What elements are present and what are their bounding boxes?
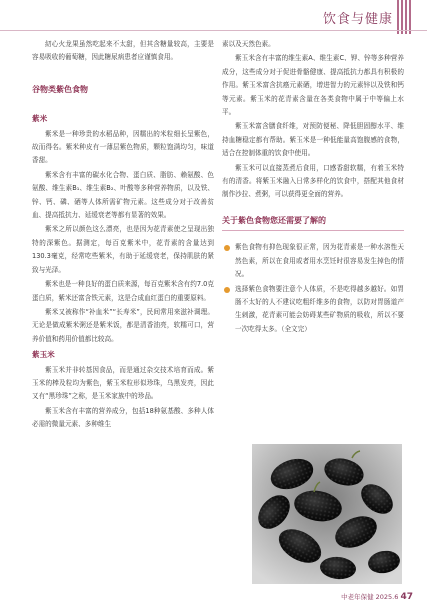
page-footer	[341, 592, 413, 602]
zimi-paragraph-4: 紫米也是一种良好的蛋白质来源，每百克紫米含有约7.0克蛋白质，紫米还富含铁元素，这是合成血红蛋白的重要原料。	[32, 280, 214, 302]
issue-date: 2025.6	[375, 593, 399, 601]
section-heading-grains: 谷物类紫色食物	[32, 84, 88, 94]
section-header-title: 饮食与健康	[322, 12, 393, 27]
header-divider	[0, 30, 427, 31]
mulberries-image	[252, 444, 402, 584]
tip-bullet-1-text: 紫色食物有抑色现象很正常，因为花青素是一种水溶性天然色素，所以在食用或者用水烹饪时很容易发生掉色的情况。	[235, 243, 404, 279]
zimi-paragraph-1: 紫米是一种珍贵的水稻品种，因糯出的米粒细长呈紫色，故而得名。紫米种皮有一薄层紫色物质，颗粒饱满均匀，味道香甜。	[32, 129, 214, 165]
right-paragraph-3: 紫玉米可以直接蒸煮后食用，口感香甜软糯，有着玉米特有的清香。将紫玉米融入日常多样化的饮食中，搭配其他食材制作沙拉、煮粥，可以获得更全面的营养。	[222, 163, 404, 199]
ziyumi-paragraph-1: 紫玉米并非转基因食品，而是通过杂交技术培育而成。紫玉米的棒及粒均为紫色，紫玉米粒形似珍珠，乌黑发亮，因此又有“黑珍珠”之称，是玉米家族中的珍品。	[32, 365, 214, 401]
page-number: 47	[400, 592, 413, 602]
header-stripes	[397, 0, 413, 34]
right-column	[222, 38, 404, 337]
subheading-ziyumi: 紫玉米	[32, 350, 55, 360]
left-column	[32, 38, 214, 433]
ziyumi-paragraph-2: 紫玉米含有丰富的营养成分，包括18种氨基酸、多种人体必需的微量元素、多种维生	[32, 406, 214, 429]
zimi-paragraph-5: 紫米又被称作“补血米”“长寿米”，民间常用来滋补调理。无论是做成紫米粥还是紫米饭，都是清香油亮，软糯可口，营养价值和药用价值都比较高。	[32, 307, 214, 343]
tip-bullet-2	[222, 283, 404, 337]
tip-bullet-2-text: 选择紫色食物要注意个人体质，不是吃得越多越好。如胃肠不太好的人不建议吃粗纤维多的食物，以防对胃肠道产生刺激，花青素可能会妨碍某些矿物质的吸收，所以不要一次吃得太多。	[235, 284, 404, 333]
tip-bullet-1	[222, 241, 404, 281]
zimi-paragraph-2: 紫米含有丰富的碳水化合物、蛋白质、脂肪、赖氨酸、色氨酸、维生素B₁、维生素B₂、叶酸等多种营养物质，以及铁、锌、钙、磷、硒等人体所需矿物元素。这些成分对于改善贫血、提高抵抗力、延缓衰老等都有显著的效果。	[32, 170, 214, 220]
section-heading-tips: 关于紫色食物您还需要了解的	[222, 214, 404, 231]
bullet-dot-icon	[224, 287, 230, 293]
zimi-paragraph-3: 紫米之所以颜色这么漂亮，也是因为花青素使之呈现出独特的深紫色。据测定，每百克紫米中，花青素的含量达到130.3毫克，经常吃些紫米，有助于延缓衰老，保持肌肤的紧致与光泽。	[32, 225, 214, 274]
magazine-name: 中老年保健	[341, 593, 374, 601]
right-paragraph-2: 紫玉米富含膳食纤维，对预防便秘、降低胆固醇水平、维持血糖稳定都有帮助。紫玉米是一种低能量高饱腹感的食物，适合在控制体重的饮食中使用。	[222, 122, 404, 158]
intro-paragraph: 糿心火龙果虽然吃起来不太甜，但其含糖量较高，主要是容易吸收的葡萄糖，因此糖尿病患者应谨慎食用。	[32, 40, 214, 62]
subheading-zimi: 紫米	[32, 114, 48, 124]
continued-paragraph: 素以及天然色素。	[222, 40, 275, 48]
right-paragraph-1: 紫玉米含有丰富的维生素A、维生素C、钾、锌等多种营养成分，这些成分对于促进骨骼健康、提高抵抗力都具有积极的作用。紫玉米富含抗癌元素硒，增进智力的元素锌以及铁和钙等元素。紫玉米的花青素含量在各类食物中属于中等偏上水平。	[222, 54, 404, 117]
article-end-mark: （全文完）	[281, 324, 311, 333]
bullet-dot-icon	[224, 245, 230, 251]
